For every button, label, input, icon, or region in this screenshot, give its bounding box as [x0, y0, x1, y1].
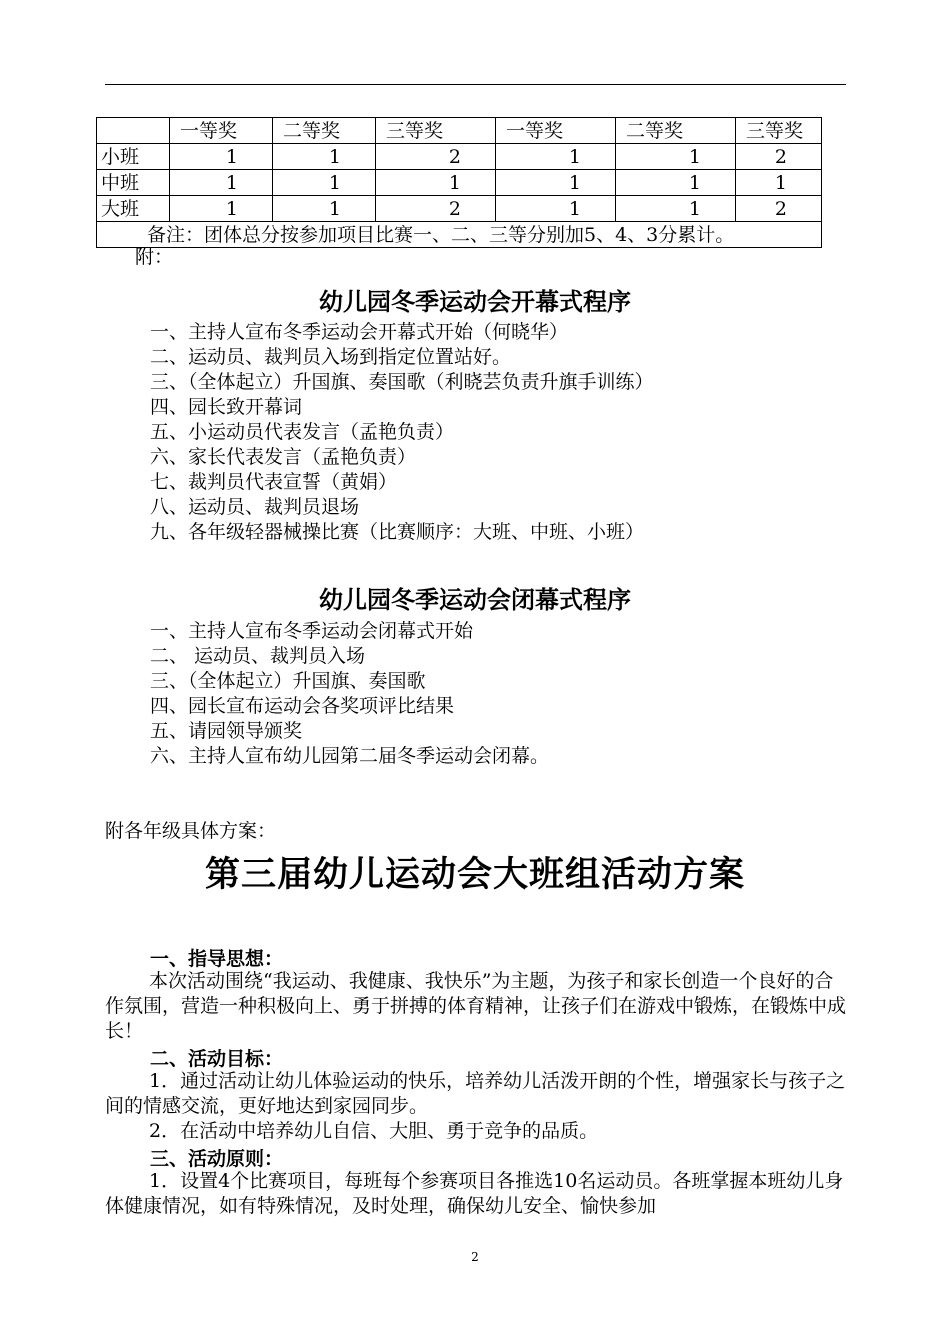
list-item: 八、运动员、裁判员退场 — [150, 496, 360, 518]
paragraph: 2．在活动中培养幼儿自信、大胆、勇于竞争的品质。 — [149, 1120, 599, 1142]
table-cell: 1 — [736, 170, 822, 196]
list-item: 五、请园领导颁奖 — [150, 720, 303, 742]
row-label: 小班 — [97, 144, 170, 170]
table-cell: 1 — [616, 144, 736, 170]
table-note-row — [97, 222, 822, 248]
plans-label: 附各年级具体方案： — [105, 820, 277, 842]
list-item: 二、 运动员、裁判员入场 — [150, 645, 366, 667]
list-item: 四、园长致开幕词 — [150, 396, 303, 418]
paragraph: 1．设置4个比赛项目，每班每个参赛项目各推选10名运动员。各班掌握本班幼儿身体健康情况，如有特殊情况，及时处理，确保幼儿安全、愉快参加 — [105, 1170, 844, 1217]
table-cell: 1 — [273, 144, 376, 170]
table-note: 备注：团体总分按参加项目比赛一、二、三等分别加5、4、3分累计。 — [97, 222, 822, 248]
closing-list — [150, 619, 549, 769]
paragraph: 1．通过活动让幼儿体验运动的快乐，培养幼儿活泼开朗的个性，增强家长与孩子之间的情感交流，更好地达到家园同步。 — [105, 1070, 846, 1117]
table-cell: 1 — [273, 196, 376, 222]
plan-title: 第三届幼儿运动会大班组活动方案 — [204, 854, 745, 895]
list-item: 三、（全体起立）升国旗、奏国歌 — [150, 670, 426, 692]
table-header-cell: 一等奖 — [170, 118, 273, 144]
list-item: 九、各年级轻器械操比赛（比赛顺序：大班、中班、小班） — [150, 521, 645, 543]
table-header-cell: 一等奖 — [496, 118, 616, 144]
table-cell: 2 — [376, 196, 496, 222]
table-cell: 1 — [273, 170, 376, 196]
table-cell: 1 — [170, 196, 273, 222]
table-header-cell: 二等奖 — [616, 118, 736, 144]
awards-table — [96, 117, 822, 248]
table-cell: 1 — [616, 170, 736, 196]
list-item: 七、裁判员代表宣誓（黄娟） — [150, 471, 398, 493]
list-item: 一、主持人宣布冬季运动会闭幕式开始 — [150, 620, 474, 642]
table-header-cell: 三等奖 — [736, 118, 822, 144]
table-cell: 2 — [736, 196, 822, 222]
table-row — [97, 170, 822, 196]
closing-title: 幼儿园冬季运动会闭幕式程序 — [319, 585, 631, 614]
table-cell: 1 — [170, 170, 273, 196]
paragraph: 本次活动围绕“我运动、我健康、我快乐”为主题，为孩子和家长创造一个良好的合作氛围，营造一种积极向上、勇于拼搏的体育精神，让孩子们在游戏中锻炼，在锻炼中成长！ — [105, 970, 847, 1042]
list-item: 二、运动员、裁判员入场到指定位置站好。 — [150, 346, 512, 368]
header-rule — [105, 84, 846, 85]
table-row — [97, 144, 822, 170]
table-cell: 1 — [496, 170, 616, 196]
list-item: 六、家长代表发言（孟艳负责） — [150, 446, 417, 468]
list-item: 一、主持人宣布冬季运动会开幕式开始（何晓华） — [150, 321, 569, 343]
row-label: 大班 — [97, 196, 170, 222]
appendix-label: 附： — [135, 246, 174, 268]
section-title: 二、活动目标： — [150, 1048, 284, 1070]
opening-list — [150, 320, 654, 545]
row-label: 中班 — [97, 170, 170, 196]
table-header-cell: 二等奖 — [273, 118, 376, 144]
page-number: 2 — [471, 1250, 479, 1264]
table-header-cell — [97, 118, 170, 144]
table-cell: 1 — [496, 144, 616, 170]
table-cell: 1 — [376, 170, 496, 196]
table-cell: 1 — [616, 196, 736, 222]
list-item: 六、主持人宣布幼儿园第二届冬季运动会闭幕。 — [150, 745, 550, 767]
table-header-cell: 三等奖 — [376, 118, 496, 144]
opening-title: 幼儿园冬季运动会开幕式程序 — [319, 287, 631, 316]
list-item: 四、园长宣布运动会各奖项评比结果 — [150, 695, 455, 717]
table-cell: 2 — [376, 144, 496, 170]
table-cell: 2 — [736, 144, 822, 170]
table-cell: 1 — [496, 196, 616, 222]
table-cell: 1 — [170, 144, 273, 170]
section-title: 一、指导思想： — [150, 948, 284, 970]
table-header-row — [97, 118, 822, 144]
section-title: 三、活动原则： — [150, 1148, 284, 1170]
list-item: 三、（全体起立）升国旗、奏国歌（利晓芸负责升旗手训练） — [150, 371, 654, 393]
list-item: 五、小运动员代表发言（孟艳负责） — [150, 421, 455, 443]
table-row — [97, 196, 822, 222]
